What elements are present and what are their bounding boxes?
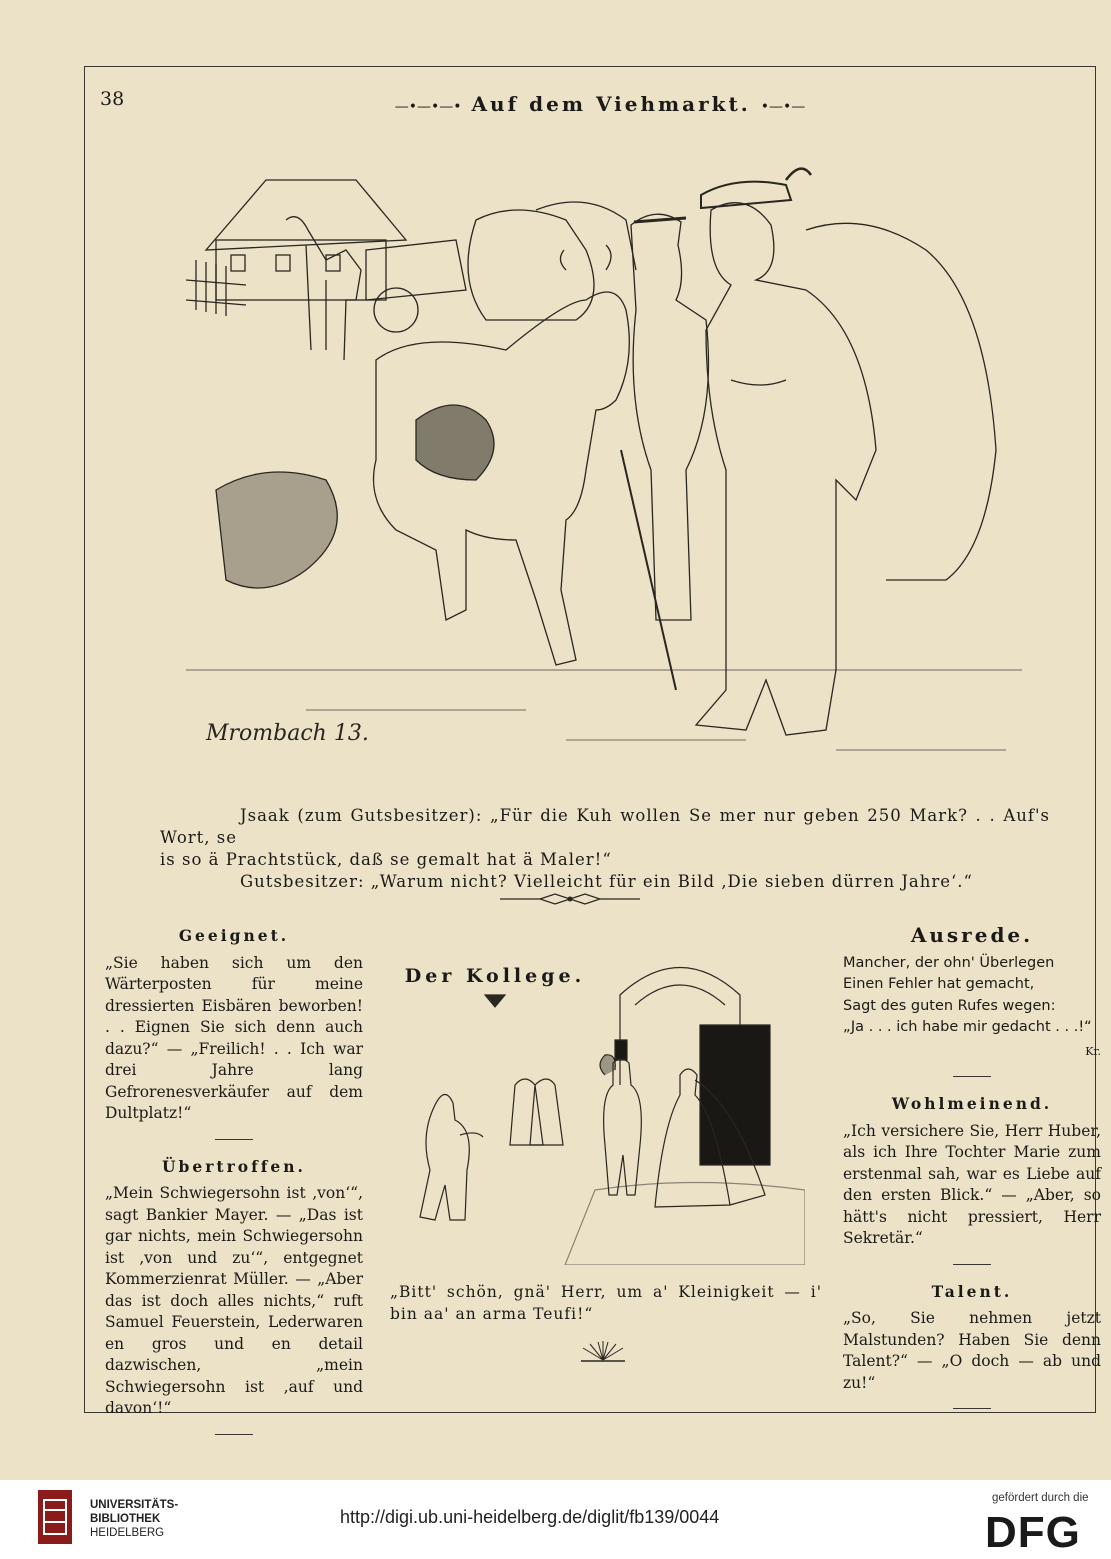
artist-signature: Mrombach 13. xyxy=(206,721,369,746)
geeignet-text: „Sie haben sich um den Wärterposten für meine dressierten Eisbären beworben! . . Eignen Sie sich denn auch dazu?“ — „Freilich! . . Ich war drei Jahre lang Gefrorenesverkäufer auf dem Dultplatz!“ xyxy=(105,953,363,1122)
main-caption xyxy=(160,805,1050,893)
ausrede-line-1: Mancher, der ohn' Überlegen xyxy=(843,954,1055,971)
library-name-line-1: UNIVERSITÄTS- xyxy=(90,1499,179,1511)
ausrede-signature: Kr. xyxy=(1085,1044,1101,1058)
cow-outline xyxy=(374,292,630,665)
header-ornament-left: —•—•—• xyxy=(394,99,462,115)
uebertroffen-title: Übertroffen. xyxy=(162,1156,306,1176)
header-ornament-right: •—•— xyxy=(760,99,806,115)
isaak-figure xyxy=(631,214,709,620)
ornamental-divider xyxy=(500,892,640,906)
sunburst-ornament xyxy=(578,1340,628,1366)
section-rule xyxy=(215,1434,253,1435)
cattle-market-illustration xyxy=(186,150,1022,770)
permalink-url[interactable]: http://digi.ub.uni-heidelberg.de/diglit/fb139/0044 xyxy=(340,1507,720,1527)
walking-cane xyxy=(621,450,676,690)
section-rule xyxy=(953,1264,991,1265)
talent-title: Talent. xyxy=(931,1281,1013,1301)
kollege-caption: „Bitt' schön, gnä' Herr, um a' Kleinigkeit — i' bin aa' an arma Teufi!“ xyxy=(390,1283,822,1323)
ausrede-title: Ausrede. xyxy=(910,923,1034,947)
caption-line-2: is so ä Prachtstück, daß se gemalt hat ä Maler!“ xyxy=(160,850,612,869)
header-title: Auf dem Viehmarkt. xyxy=(471,92,751,116)
wohlmeinend-title: Wohlmeinend. xyxy=(891,1094,1053,1113)
right-column xyxy=(843,925,1101,1425)
landowner-figure xyxy=(696,203,876,735)
university-library-logo-icon xyxy=(38,1490,72,1544)
talent-text: „So, Sie nehmen jetzt Malstunden? Haben Sie denn Talent?“ — „O doch — ab und zu!“ xyxy=(843,1309,1101,1392)
library-name xyxy=(90,1498,178,1540)
dfg-logo: DFG xyxy=(985,1508,1081,1557)
kollege-title: Der Kollege. xyxy=(404,965,586,987)
section-rule xyxy=(953,1408,991,1409)
wohlmeinend-text: „Ich versichere Sie, Herr Huber, als ich Ihre Tochter Marie zum erstenmal sah, war es Liebe auf den ersten Blick.“ — „Aber, so hätt's nicht pressiert, Herr Sekretär.“ xyxy=(843,1121,1101,1247)
left-column xyxy=(105,925,363,1451)
groom-figure xyxy=(604,1059,642,1195)
horse-outline xyxy=(286,217,361,360)
section-rule xyxy=(215,1139,253,1140)
ausrede-line-3: Sagt des guten Rufes wegen: xyxy=(843,997,1056,1014)
ausrede-poem xyxy=(843,953,1101,1039)
ornament-icon xyxy=(485,995,505,1007)
section-rule xyxy=(953,1076,991,1077)
caption-line-3: Gutsbesitzer: „Warum nicht? Vielleicht für ein Bild ‚Die sieben dürren Jahre‘.“ xyxy=(240,872,973,891)
beggar-figure xyxy=(420,1094,469,1220)
uebertroffen-text: „Mein Schwiegersohn ist ‚von‘“, sagt Bankier Mayer. — „Das ist gar nichts, mein Schwiegersohn ist ‚von und zu‘“, entgegnet Kommerzienrat Müller. — „Aber das ist doch alles nichts,“ ruft Samuel Feuerstein, Lederwaren en gros und en detail dazwischen, „mein Schwiegersohn ist ‚auf und davon‘!“ xyxy=(105,1184,363,1417)
wedding-illustration xyxy=(395,945,805,1265)
ausrede-line-2: Einen Fehler hat gemacht, xyxy=(843,976,1035,992)
page-number: 38 xyxy=(100,88,125,110)
running-header xyxy=(300,92,900,116)
ausrede-line-4: „Ja . . . ich habe mir gedacht . . .!“ xyxy=(843,1019,1092,1035)
geeignet-title: Geeignet. xyxy=(178,926,290,945)
library-name-line-2: BIBLIOTHEK xyxy=(90,1513,161,1525)
caption-line-1: Jsaak (zum Gutsbesitzer): „Für die Kuh wollen Se mer nur geben 250 Mark? . . Auf's Wort, se xyxy=(160,806,1050,847)
library-name-line-3: HEIDELBERG xyxy=(90,1527,165,1539)
funding-note: gefördert durch die xyxy=(992,1492,1089,1504)
